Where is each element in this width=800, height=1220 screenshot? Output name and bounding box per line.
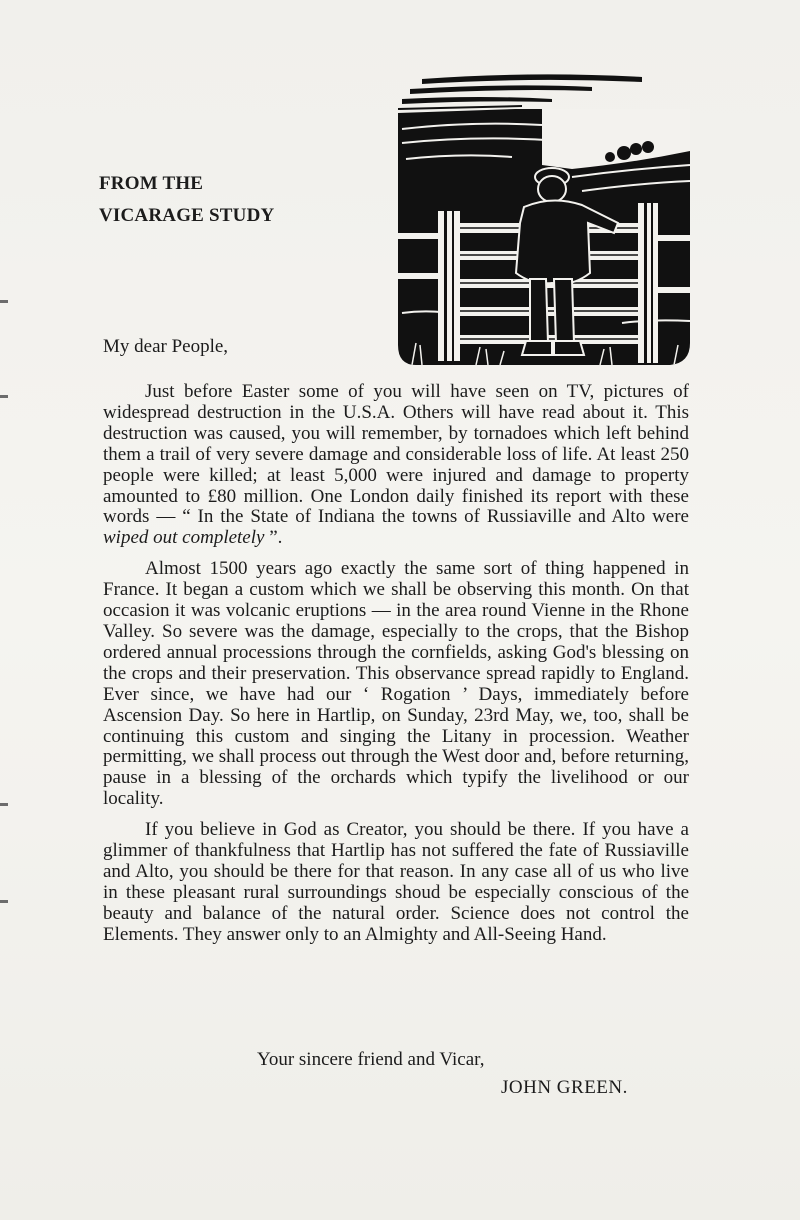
heading-line-2: VICARAGE STUDY	[99, 205, 275, 226]
binder-hole-mark	[0, 395, 8, 398]
salutation: My dear People,	[103, 336, 229, 357]
paragraph-1-text: Just before Easter some of you will have seen on TV, pictures of widespread destruction in the U.S.A. Others will have read about it. This destruction was caused, you will remember, by tornadoes which left behind them a trail of very severe damage and considerable loss of life. At least 250 people were killed; at least 5,000 were injured and damage to property amounted to £80 million. One London daily finished its report with these words — “ In the State of Indiana the towns of Russiaville and Alto were	[103, 381, 689, 528]
paragraph-1-end: ”.	[264, 527, 283, 549]
man-leaning-on-gate-woodcut-icon	[392, 73, 690, 369]
paragraph-2: Almost 1500 years ago exactly the same sort of thing happened in France. It began a custom which we shall be observing this month. On that occasion it was volcanic eruptions — in the area round Vienne in the Rhone Valley. So severe was the damage, especially to the crops, that the Bishop ordered annual processions through the cornfields, asking God's blessing on the crops and their preservation. This observance spread rapidly to England. Ever since, we have had our ‘ Rogation ’ Days, immediately before Ascension Day. So here in Hartlip, on Sunday, 23rd May, we, too, shall be continuing this custom and singing the Litany in procession. Weather permitting, we shall process out through the West door and, before returning, pause in a blessing of the orchards which typify the livelihood or our locality.	[103, 558, 689, 810]
heading-line-1: FROM THE	[99, 173, 204, 194]
section-heading	[99, 168, 274, 232]
binder-hole-mark	[0, 803, 8, 806]
paragraph-1	[103, 382, 689, 549]
paragraph-3: If you believe in God as Creator, you should be there. If you have a glimmer of thankfulness that Hartlip has not suffered the fate of Russiaville and Alto, you should be there for that reason. In any case all of us who live in these pleasant rural surroundings shoud be especially conscious of the beauty and balance of the natural order. Science does not control the Elements. They answer only to an Almighty and All-Seeing Hand.	[103, 819, 689, 945]
letter-body	[103, 382, 689, 956]
emphasis-text: wiped out completely	[103, 527, 265, 549]
binder-hole-mark	[0, 900, 8, 903]
binder-hole-mark	[0, 300, 8, 303]
signature-name: JOHN GREEN.	[501, 1077, 628, 1098]
closing-line: Your sincere friend and Vicar,	[257, 1049, 485, 1070]
